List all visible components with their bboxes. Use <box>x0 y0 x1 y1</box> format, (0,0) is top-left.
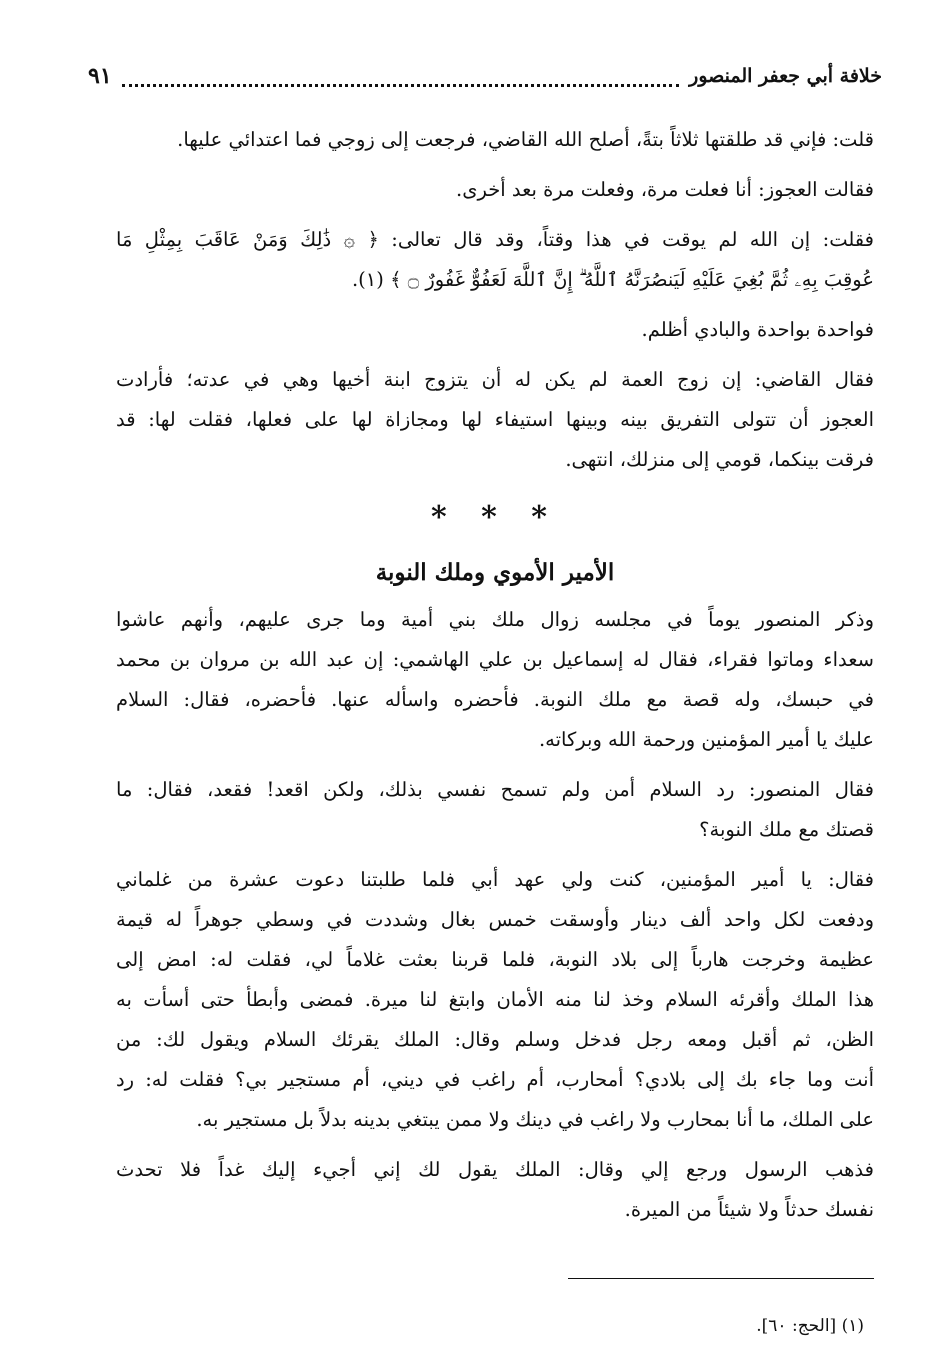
page-body <box>116 120 874 1240</box>
text-line: فرقت بينكما، قومي إلى منزلك، انتهى. <box>565 448 874 471</box>
text-line: فذهب الرسول ورجع إلي وقال: الملك يقول لك إني أجيء إليك غداً فلا تحدث <box>116 1158 874 1181</box>
text-line: العجوز أن تتولى التفريق بينه وبينها استيفاء لها ومجازاة لها على فعلها، فقلت لها: قد <box>116 408 874 431</box>
text-line: في حبسك، وله قصة مع ملك النوبة. فأحضره واسأله عنها. فأحضره، فقال: السلام <box>116 688 874 711</box>
text-line: قلت: فإني قد طلقتها ثلاثاً بتةً، أصلح الله القاضي، فرجعت إلى زوجي فما اعتدائي عليها. <box>177 128 874 151</box>
text-line: قصتك مع ملك النوبة؟ <box>699 818 874 841</box>
text-line: وذكر المنصور يوماً في مجلسه زوال ملك بني أمية وما جرى عليهم، وأنهم عاشوا <box>116 608 874 631</box>
text-line: فقال القاضي: إن زوج العمة لم يكن له أن يتزوج ابنة أخيها وهي في عدته؛ فأرادت <box>116 368 874 391</box>
page-number: ٩١ <box>88 63 112 89</box>
header-dotted-leader <box>122 76 680 87</box>
paragraph <box>116 770 874 850</box>
paragraph <box>116 600 874 760</box>
text-line: على الملك، ما أنا بمحارب ولا راغب في دينك ولا ممن يبتغي بدينه بدلاً بل مستجير به. <box>196 1108 874 1131</box>
text-line: عليك يا أمير المؤمنين ورحمة الله وبركاته. <box>538 728 874 751</box>
paragraphs-before-separator <box>116 120 874 480</box>
header-title: خلافة أبي جعفر المنصور <box>689 65 882 87</box>
footnote-rule <box>568 1278 874 1279</box>
text-line: فقال المنصور: رد السلام أمن ولم تسمح نفسي بذلك، ولكن اقعد! فقعد، فقال: ما <box>116 778 874 801</box>
paragraph <box>116 360 874 480</box>
text-line: عظيمة وخرجت هارباً إلى بلاد النوبة، فلما قربنا بعثت غلاماً لي، فقلت له: امض إلى <box>116 948 874 971</box>
text-line: نفسك حدثاً ولا شيئاً من الميرة. <box>624 1198 874 1221</box>
text-line: أنت وما جاء بك إلى بلادي؟ أمحارب، أم راغب في ديني، أم مستجير بي؟ فقلت له: رد <box>116 1068 874 1091</box>
footnote: (١) [الحج: ٦٠]. <box>756 1316 864 1336</box>
paragraphs-after-heading <box>116 600 874 1230</box>
text-line: فقلت: إن الله لم يوقت في هذا وقتاً، وقد قال تعالى: ﴿ ۞ ذَٰلِكَ وَمَنْ عَاقَبَ بِمِثْلِ مَا <box>116 228 874 251</box>
text-line: ودفعت لكل واحد ألف دينار وأوسقت خمس بغال وشددت في وسطي جوهراً له قيمة <box>116 908 874 931</box>
text-line: هذا الملك وأقرئه السلام وخذ لنا منه الأمان وابتغ لنا ميرة. فمضى وأبطأ حتى أسأت به <box>116 988 874 1011</box>
paragraph <box>116 1150 874 1230</box>
paragraph <box>116 170 874 210</box>
paragraph <box>116 120 874 160</box>
running-header <box>88 58 882 94</box>
paragraph <box>116 310 874 350</box>
section-heading: الأمير الأموي وملك النوبة <box>375 559 615 586</box>
paragraph <box>116 220 874 300</box>
section-separator: * * * <box>431 500 559 535</box>
text-line: الظن، ثم أقبل ومعه رجل فدخل وسلم وقال: الملك يقرئك السلام ويقول لك: من <box>116 1028 874 1051</box>
paragraph <box>116 860 874 1140</box>
text-line: فواحدة بواحدة والبادي أظلم. <box>641 318 874 341</box>
text-line: فقال: يا أمير المؤمنين، كنت ولي عهد أبي فلما طلبتنا دعوت عشرة من غلماني <box>116 868 874 891</box>
text-line: فقالت العجوز: أنا فعلت مرة، وفعلت مرة بعد أخرى. <box>456 178 874 201</box>
text-line: عُوقِبَ بِهِۦ ثُمَّ بُغِيَ عَلَيْهِ لَيَنصُرَنَّهُ ٱللَّهُ ۗ إِنَّ ٱللَّهَ لَعَفُوٌّ غَفُورٌ ۝ ﴾ (١). <box>351 268 874 291</box>
text-line: سعداء وماتوا فقراء، فقال له إسماعيل بن علي الهاشمي: إن عبد الله بن مروان بن محمد <box>116 648 874 671</box>
